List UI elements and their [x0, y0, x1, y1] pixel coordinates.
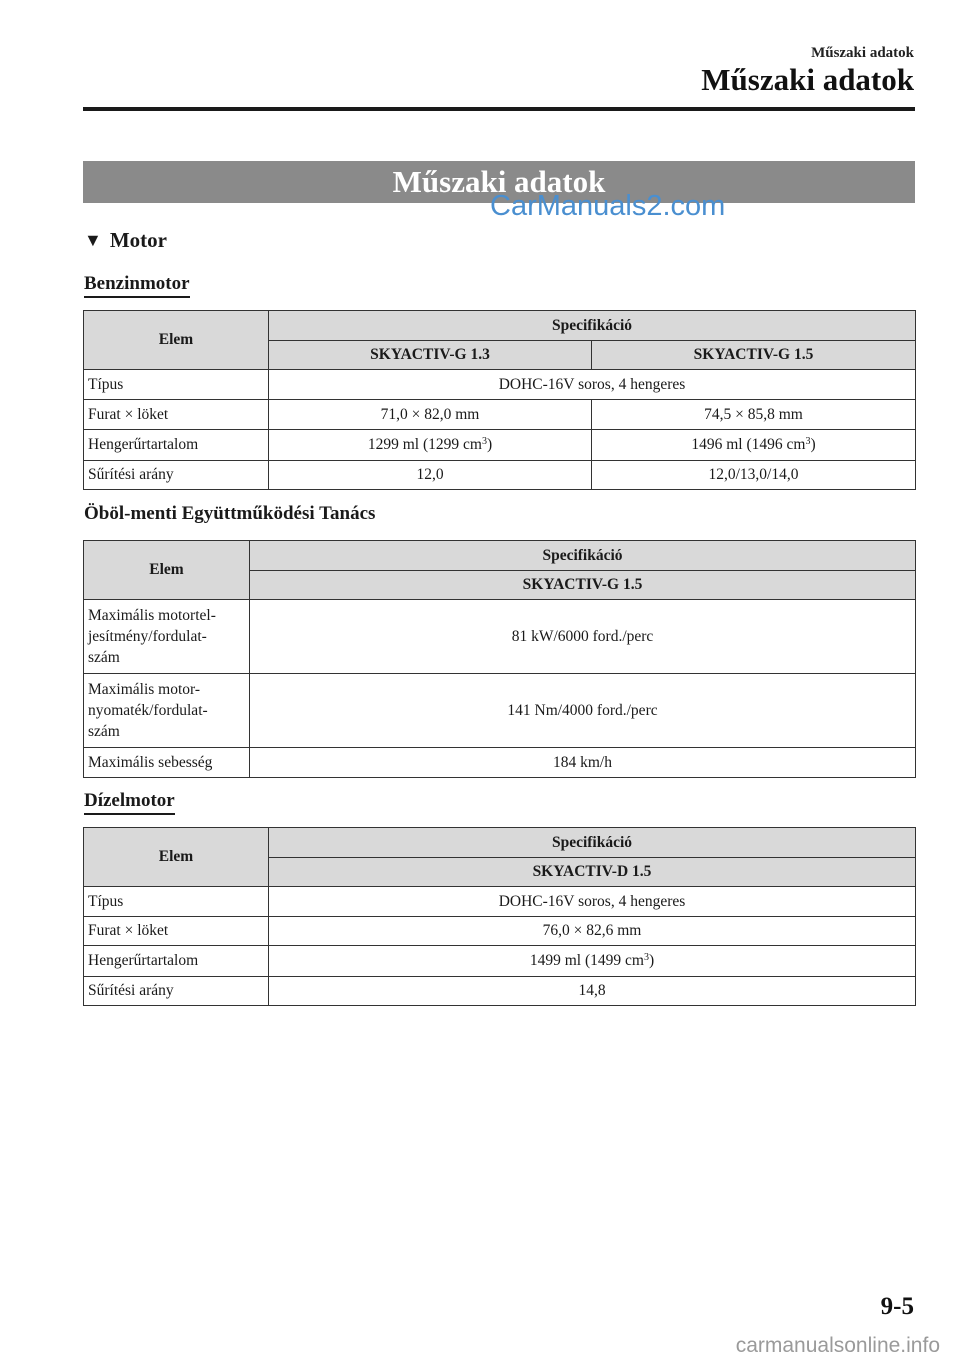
row-label: Maximális sebesség [84, 748, 250, 778]
diesel-spec-table [83, 827, 916, 1006]
table-row [84, 600, 916, 674]
table-row [84, 430, 916, 461]
row-label: Hengerűrtartalom [84, 946, 269, 977]
header-rule [83, 107, 915, 111]
gcc-heading: Öböl-menti Együttműködési Tanács [84, 503, 376, 524]
col-header-item: Elem [84, 311, 269, 370]
row-label: Típus [84, 370, 269, 400]
running-header-small: Műszaki adatok [811, 45, 914, 61]
row-value: DOHC-16V soros, 4 hengeres [269, 370, 916, 400]
table-row [84, 887, 916, 917]
chapter-banner: Műszaki adatok [83, 161, 915, 203]
variant-header: SKYACTIV-D 1.5 [269, 858, 916, 887]
running-header-title: Műszaki adatok [701, 62, 914, 97]
footer-watermark: carmanualsonline.info [735, 1334, 940, 1357]
table-row [84, 674, 916, 748]
col-header-spec: Specifikáció [269, 311, 916, 341]
table-row [84, 370, 916, 400]
variant-header: SKYACTIV-G 1.3 [269, 341, 592, 370]
table-row [84, 946, 916, 977]
variant-header: SKYACTIV-G 1.5 [592, 341, 916, 370]
gcc-spec-table [83, 540, 916, 778]
diesel-heading: Dízelmotor [84, 790, 175, 815]
petrol-spec-table [83, 310, 916, 490]
row-value: 74,5 × 85,8 mm [592, 400, 916, 430]
table-row [84, 748, 916, 778]
table-row [84, 400, 916, 430]
section-title [84, 228, 167, 253]
col-header-item: Elem [84, 541, 250, 600]
row-label: Sűrítési arány [84, 977, 269, 1006]
row-value: 81 kW/6000 ford./perc [250, 600, 916, 674]
table-row [84, 917, 916, 946]
row-label: Maximális motortel- jesítmény/fordulat- szám [84, 600, 250, 674]
row-value: 1299 ml (1299 $cm^3$) [269, 430, 592, 461]
row-value: 12,0/13,0/14,0 [592, 461, 916, 490]
row-label: Furat × löket [84, 917, 269, 946]
row-value: 141 Nm/4000 ford./perc [250, 674, 916, 748]
page-number: 9-5 [880, 1293, 914, 1320]
petrol-heading: Benzinmotor [84, 273, 190, 298]
row-value: 184 km/h [250, 748, 916, 778]
table-row [84, 977, 916, 1006]
triangle-down-icon: ▼ [84, 230, 102, 250]
section-title-text: Motor [109, 228, 167, 252]
variant-header: SKYACTIV-G 1.5 [250, 571, 916, 600]
row-value: 1496 ml (1496 $cm^3$) [592, 430, 916, 461]
row-value: 76,0 × 82,6 mm [269, 917, 916, 946]
row-value: 1499 ml (1499 $cm^3$) [269, 946, 916, 977]
row-value: 14,8 [269, 977, 916, 1006]
row-value: DOHC-16V soros, 4 hengeres [269, 887, 916, 917]
row-value: 71,0 × 82,0 mm [269, 400, 592, 430]
col-header-spec: Specifikáció [250, 541, 916, 571]
row-label: Hengerűrtartalom [84, 430, 269, 461]
row-label: Maximális motor- nyomaték/fordulat- szám [84, 674, 250, 748]
row-label: Furat × löket [84, 400, 269, 430]
row-label: Sűrítési arány [84, 461, 269, 490]
watermark-logo: CarManuals2.com [490, 190, 726, 222]
row-value: 12,0 [269, 461, 592, 490]
col-header-item: Elem [84, 828, 269, 887]
row-label: Típus [84, 887, 269, 917]
col-header-spec: Specifikáció [269, 828, 916, 858]
table-row [84, 461, 916, 490]
